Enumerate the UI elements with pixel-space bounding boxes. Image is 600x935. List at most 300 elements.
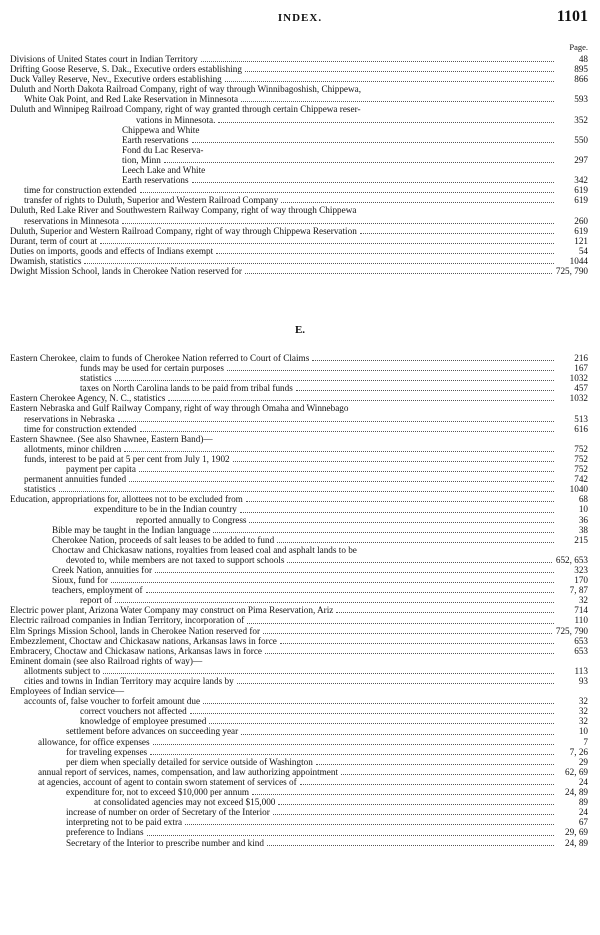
entry-text-wrap xyxy=(66,747,556,757)
leader-dots xyxy=(115,380,554,381)
index-entry xyxy=(10,216,588,226)
entry-text: Eminent domain (see also Railroad rights of way)— xyxy=(10,655,203,666)
entry-page-ref: 752 xyxy=(574,453,588,464)
leader-dots xyxy=(201,61,554,62)
entry-text: correct vouchers not affected xyxy=(80,706,187,717)
entry-page-ref: 32 xyxy=(578,716,588,727)
entry-text-wrap xyxy=(122,135,556,145)
entry-page-ref: 260 xyxy=(574,215,588,226)
entry-text-wrap xyxy=(10,656,556,666)
entry-text: teachers, employment of xyxy=(52,585,143,596)
header-title: INDEX. xyxy=(277,12,323,24)
entry-text-wrap xyxy=(10,205,556,215)
entry-page-ref: 653 xyxy=(574,645,588,656)
entry-page-ref: 7, 26 xyxy=(569,746,588,757)
entry-text: annual report of services, names, compensation, and law authorizing appointment xyxy=(38,766,339,777)
entry-text-wrap xyxy=(10,393,556,403)
entry-text: allotments, minor children xyxy=(24,443,122,454)
entry-text: Duluth, Superior and Western Railroad Company, right of way through Chippewa Reservation xyxy=(10,225,357,236)
entry-text-wrap xyxy=(80,595,556,605)
entry-page-ref: 170 xyxy=(574,575,588,586)
index-entry xyxy=(10,474,588,484)
entry-text: funds may be used for certain purposes xyxy=(80,363,224,374)
entry-page-ref: 653 xyxy=(574,635,588,646)
leader-dots xyxy=(336,612,554,613)
entry-text-wrap xyxy=(24,216,556,226)
entry-page-ref: 550 xyxy=(574,134,588,145)
index-entry xyxy=(10,585,588,595)
entry-text-wrap xyxy=(10,615,556,625)
entry-text-wrap xyxy=(66,817,556,827)
entry-text-wrap xyxy=(10,626,554,636)
index-entry xyxy=(10,706,588,716)
entry-text-wrap xyxy=(52,545,556,555)
entry-text-wrap xyxy=(80,706,556,716)
entry-text: White Oak Point, and Red Lake Reservation in Minnesota xyxy=(24,94,239,105)
entry-text-wrap xyxy=(66,827,556,837)
entry-page-ref: 895 xyxy=(574,64,588,75)
page-header xyxy=(10,8,590,28)
index-entry xyxy=(10,266,588,276)
entry-page-ref: 1032 xyxy=(569,373,588,384)
index-entry xyxy=(10,94,588,104)
index-entry xyxy=(10,205,588,215)
leader-dots xyxy=(233,461,554,462)
index-entry xyxy=(10,434,588,444)
leader-dots xyxy=(316,764,554,765)
index-entry xyxy=(10,165,588,175)
entry-text: at agencies, account of agent to contain sworn statement of services of xyxy=(38,776,297,787)
leader-dots xyxy=(300,784,554,785)
entry-page-ref: 32 xyxy=(578,696,588,707)
entry-page-ref: 113 xyxy=(574,665,588,676)
entry-text-wrap xyxy=(122,175,556,185)
index-entry xyxy=(10,125,588,135)
entry-text-wrap xyxy=(10,236,556,246)
entry-text-wrap xyxy=(52,535,556,545)
entry-text-wrap xyxy=(24,666,556,676)
index-entry xyxy=(10,175,588,185)
index-entry xyxy=(10,115,588,125)
leader-dots xyxy=(237,683,554,684)
entry-text-wrap xyxy=(66,807,556,817)
leader-dots xyxy=(281,202,554,203)
entry-text-wrap xyxy=(10,64,556,74)
entry-text: statistics xyxy=(80,373,112,384)
index-entry xyxy=(10,777,588,787)
entry-text-wrap xyxy=(66,838,556,848)
entry-text-wrap xyxy=(80,383,556,393)
leader-dots xyxy=(245,71,554,72)
entry-text: expenditure for, not to exceed $10,000 per annum xyxy=(66,787,250,798)
entry-text-wrap xyxy=(38,767,556,777)
leader-dots xyxy=(192,182,554,183)
entry-text-wrap xyxy=(10,84,556,94)
leader-dots xyxy=(247,623,554,624)
entry-page-ref: 714 xyxy=(574,605,588,616)
entry-text: Cherokee Nation, proceeds of salt leases to be added to fund xyxy=(52,534,275,545)
entry-page-ref: 513 xyxy=(574,413,588,424)
entry-page-ref: 297 xyxy=(574,154,588,165)
entry-page-ref: 24 xyxy=(578,776,588,787)
entry-text-wrap xyxy=(24,444,556,454)
leader-dots xyxy=(155,572,554,573)
leader-dots xyxy=(84,263,554,264)
entry-text: Earth reservations xyxy=(122,175,189,186)
entry-page-ref: 616 xyxy=(574,423,588,434)
leader-dots xyxy=(341,774,554,775)
entry-text: cities and towns in Indian Territory may acquire lands by xyxy=(24,676,234,686)
entry-text-wrap xyxy=(24,474,556,484)
entry-text-wrap xyxy=(10,266,554,276)
entry-page-ref: 110 xyxy=(574,615,588,626)
index-entry xyxy=(10,383,588,393)
entry-text-wrap xyxy=(66,726,556,736)
index-entry xyxy=(10,195,588,205)
entry-text: time for construction extended xyxy=(24,423,137,434)
index-entry xyxy=(10,403,588,413)
entry-text-wrap xyxy=(10,54,556,64)
index-entry xyxy=(10,504,588,514)
leader-dots xyxy=(249,522,554,523)
entry-text-wrap xyxy=(10,646,556,656)
header-page-number: 1101 xyxy=(556,8,588,25)
entry-page-ref: 167 xyxy=(574,363,588,374)
entry-text: Electric power plant, Arizona Water Company may construct on Pima Reservation, Ariz xyxy=(10,605,334,616)
index-entry xyxy=(10,615,588,625)
leader-dots xyxy=(124,451,554,452)
entry-text: devoted to, while members are not taxed to support schools xyxy=(66,554,285,565)
entry-text: taxes on North Carolina lands to be paid from tribal funds xyxy=(80,383,293,394)
entry-text: Employees of Indian service— xyxy=(10,686,125,697)
entry-text: reservations in Minnesota xyxy=(24,215,119,226)
leader-dots xyxy=(203,703,554,704)
entry-text: preference to Indians xyxy=(66,827,144,838)
index-entry xyxy=(10,626,588,636)
entry-page-ref: 216 xyxy=(574,353,588,363)
entry-text-wrap xyxy=(10,605,556,615)
entry-text-wrap xyxy=(52,575,556,585)
entry-page-ref: 619 xyxy=(574,195,588,206)
leader-dots xyxy=(287,562,551,563)
leader-dots xyxy=(240,512,554,513)
index-entry xyxy=(10,555,588,565)
entry-page-ref: 1044 xyxy=(569,255,588,266)
entry-text: Fond du Lac Reserva- xyxy=(122,144,204,155)
entry-text: Dwamish, statistics xyxy=(10,255,82,266)
index-entry xyxy=(10,838,588,848)
index-entry xyxy=(10,565,588,575)
entry-text: Duluth, Red Lake River and Southwestern Railway Company, right of way through Chippewa xyxy=(10,205,357,216)
entry-text: statistics xyxy=(24,484,56,495)
entry-text-wrap xyxy=(24,484,556,494)
entry-text-wrap xyxy=(122,145,556,155)
index-entry xyxy=(10,787,588,797)
entry-page-ref: 725, 790 xyxy=(555,625,588,636)
page-column-header: Page. xyxy=(569,42,588,52)
leader-dots xyxy=(100,243,554,244)
entry-text-wrap xyxy=(122,155,556,165)
entry-page-ref: 54 xyxy=(578,245,588,256)
entry-page-ref: 652, 653 xyxy=(555,554,588,565)
entry-text: Sioux, fund for xyxy=(52,575,108,586)
entry-text-wrap xyxy=(10,686,556,696)
entry-text: funds, interest to be paid at 5 per cent from July 1, 1902 xyxy=(24,453,230,464)
entry-text: payment per capita xyxy=(66,464,136,475)
index-entry xyxy=(10,54,588,64)
index-entry xyxy=(10,636,588,646)
entry-text: Creek Nation, annuities for xyxy=(52,564,153,575)
entry-text: reservations in Nebraska xyxy=(24,413,115,424)
entry-text-wrap xyxy=(52,585,556,595)
index-entry xyxy=(10,605,588,615)
entry-text-wrap xyxy=(10,74,556,84)
leader-dots xyxy=(209,723,554,724)
index-entry xyxy=(10,155,588,165)
entry-text-wrap xyxy=(24,424,556,434)
entry-text-wrap xyxy=(24,195,556,205)
index-entry xyxy=(10,646,588,656)
entry-text-wrap xyxy=(52,525,556,535)
leader-dots xyxy=(227,370,554,371)
index-entry xyxy=(10,696,588,706)
entry-text: Duluth and Winnipeg Railroad Company, right of way granted through certain Chippewa reser- xyxy=(10,104,361,115)
index-entry xyxy=(10,595,588,605)
entry-page-ref: 742 xyxy=(574,474,588,485)
entry-text-wrap xyxy=(10,226,556,236)
entry-text-wrap xyxy=(38,777,556,787)
index-entry xyxy=(10,135,588,145)
leader-dots xyxy=(280,643,554,644)
entry-text-wrap xyxy=(24,414,556,424)
entry-page-ref: 619 xyxy=(574,185,588,196)
entry-page-ref: 32 xyxy=(578,706,588,717)
entry-text: allowance, for office expenses xyxy=(38,736,150,747)
leader-dots xyxy=(168,400,554,401)
index-entry xyxy=(10,515,588,525)
index-entry xyxy=(10,737,588,747)
entry-text: Eastern Cherokee, claim to funds of Cherokee Nation referred to Court of Claims xyxy=(10,353,310,363)
entry-page-ref: 352 xyxy=(574,114,588,125)
entry-text: report of xyxy=(80,595,112,606)
entry-text-wrap xyxy=(136,115,556,125)
entry-page-ref: 752 xyxy=(574,464,588,475)
leader-dots xyxy=(216,253,554,254)
entry-text: Embracery, Choctaw and Chickasaw nations, Arkansas laws in force xyxy=(10,645,262,656)
entry-page-ref: 1032 xyxy=(569,393,588,404)
leader-dots xyxy=(111,582,554,583)
entry-page-ref: 752 xyxy=(574,443,588,454)
entry-page-ref: 29 xyxy=(578,756,588,767)
entry-page-ref: 725, 790 xyxy=(555,265,588,276)
entry-text: Eastern Shawnee. (See also Shawnee, Eastern Band)— xyxy=(10,433,213,444)
entry-page-ref: 7, 87 xyxy=(569,585,588,596)
index-block-d xyxy=(10,54,588,276)
entry-page-ref: 7 xyxy=(583,736,588,747)
entry-text: Earth reservations xyxy=(122,134,189,145)
entry-text: Duties on imports, goods and effects of Indians exempt xyxy=(10,245,214,256)
leader-dots xyxy=(118,421,554,422)
leader-dots xyxy=(115,602,554,603)
entry-text: Bible may be taught in the Indian language xyxy=(52,524,211,535)
leader-dots xyxy=(147,835,554,836)
index-entry xyxy=(10,454,588,464)
index-entry xyxy=(10,817,588,827)
index-entry xyxy=(10,666,588,676)
entry-page-ref: 10 xyxy=(578,726,588,737)
entry-text: Eastern Nebraska and Gulf Railway Company, right of way through Omaha and Winnebago xyxy=(10,403,349,414)
index-entry xyxy=(10,535,588,545)
leader-dots xyxy=(150,754,554,755)
entry-text-wrap xyxy=(94,797,556,807)
index-entry xyxy=(10,716,588,726)
index-entry xyxy=(10,676,588,686)
leader-dots xyxy=(185,824,554,825)
leader-dots xyxy=(296,390,554,391)
leader-dots xyxy=(190,713,554,714)
entry-page-ref: 866 xyxy=(574,74,588,85)
entry-page-ref: 121 xyxy=(574,235,588,246)
entry-page-ref: 29, 69 xyxy=(565,827,588,838)
entry-text-wrap xyxy=(66,464,556,474)
entry-text-wrap xyxy=(24,676,556,686)
entry-text: time for construction extended xyxy=(24,185,137,196)
entry-page-ref: 1040 xyxy=(569,484,588,495)
entry-page-ref: 619 xyxy=(574,225,588,236)
index-entry xyxy=(10,414,588,424)
leader-dots xyxy=(273,814,554,815)
entry-text-wrap xyxy=(24,185,556,195)
leader-dots xyxy=(277,542,554,543)
leader-dots xyxy=(140,192,554,193)
entry-page-ref: 24 xyxy=(578,807,588,818)
index-entry xyxy=(10,726,588,736)
entry-page-ref: 48 xyxy=(578,54,588,64)
leader-dots xyxy=(265,653,554,654)
entry-text: Eastern Cherokee Agency, N. C., statistics xyxy=(10,393,166,404)
leader-dots xyxy=(241,101,554,102)
entry-page-ref: 93 xyxy=(578,676,588,686)
index-entry xyxy=(10,185,588,195)
leader-dots xyxy=(59,491,554,492)
index-entry xyxy=(10,494,588,504)
entry-page-ref: 62, 69 xyxy=(565,766,588,777)
leader-dots xyxy=(140,431,554,432)
index-entry xyxy=(10,246,588,256)
index-entry xyxy=(10,353,588,363)
leader-dots xyxy=(312,360,554,361)
leader-dots xyxy=(192,142,554,143)
entry-text-wrap xyxy=(66,757,556,767)
entry-text: Choctaw and Chickasaw nations, royalties from leased coal and asphalt lands to be xyxy=(52,544,357,555)
entry-text-wrap xyxy=(10,494,556,504)
leader-dots xyxy=(129,481,554,482)
entry-page-ref: 32 xyxy=(578,595,588,606)
index-entry xyxy=(10,767,588,777)
entry-text-wrap xyxy=(24,454,556,464)
section-letter: E. xyxy=(294,324,306,336)
entry-text: Embezzlement, Choctaw and Chickasaw nations, Arkansas laws in force xyxy=(10,635,277,646)
index-entry xyxy=(10,686,588,696)
entry-text: Education, appropriations for, allottees not to be excluded from xyxy=(10,494,243,505)
entry-text-wrap xyxy=(10,353,556,363)
leader-dots xyxy=(122,223,554,224)
entry-text: for traveling expenses xyxy=(66,746,148,757)
entry-text-wrap xyxy=(10,104,556,114)
index-entry xyxy=(10,236,588,246)
index-entry xyxy=(10,424,588,434)
entry-text-wrap xyxy=(38,737,556,747)
leader-dots xyxy=(153,744,554,745)
entry-text: per diem when specially detailed for service outside of Washington xyxy=(66,756,313,767)
entry-text-wrap xyxy=(122,165,556,175)
entry-text: Divisions of United States court in Indian Territory xyxy=(10,54,198,64)
index-entry xyxy=(10,525,588,535)
entry-text: allotments subject to xyxy=(24,665,101,676)
entry-text-wrap xyxy=(66,555,554,565)
entry-text: Chippewa and White xyxy=(122,124,200,135)
entry-text: increase of number on order of Secretary of the Interior xyxy=(66,807,270,818)
leader-dots xyxy=(103,673,554,674)
entry-text-wrap xyxy=(80,373,556,383)
entry-text-wrap xyxy=(10,434,556,444)
index-entry xyxy=(10,747,588,757)
entry-text-wrap xyxy=(66,787,556,797)
leader-dots xyxy=(218,122,554,123)
leader-dots xyxy=(263,633,552,634)
entry-text-wrap xyxy=(10,256,556,266)
index-entry xyxy=(10,545,588,555)
index-entry xyxy=(10,363,588,373)
entry-text-wrap xyxy=(136,515,556,525)
entry-text: transfer of rights to Duluth, Superior and Western Railroad Company xyxy=(24,195,279,206)
leader-dots xyxy=(245,273,552,274)
leader-dots xyxy=(267,845,554,846)
entry-text: Elm Springs Mission School, lands in Cherokee Nation reserved for xyxy=(10,625,261,636)
entry-text-wrap xyxy=(24,94,556,104)
entry-text-wrap xyxy=(24,696,556,706)
entry-page-ref: 36 xyxy=(578,514,588,525)
entry-text: vations in Minnesota. xyxy=(136,114,216,125)
index-entry xyxy=(10,757,588,767)
entry-text: settlement before advances on succeeding year xyxy=(66,726,239,737)
entry-text: Duluth and North Dakota Railroad Company, right of way through Winnibagoshish, Chippewa, xyxy=(10,84,361,95)
index-entry xyxy=(10,797,588,807)
entry-page-ref: 342 xyxy=(574,175,588,186)
index-entry xyxy=(10,444,588,454)
leader-dots xyxy=(360,233,554,234)
index-entry xyxy=(10,393,588,403)
leader-dots xyxy=(278,804,554,805)
index-block-e xyxy=(10,353,588,848)
entry-page-ref: 38 xyxy=(578,524,588,535)
index-entry xyxy=(10,145,588,155)
index-entry xyxy=(10,104,588,114)
leader-dots xyxy=(241,734,554,735)
entry-page-ref: 10 xyxy=(578,504,588,515)
entry-text: Dwight Mission School, lands in Cherokee Nation reserved for xyxy=(10,265,242,276)
entry-text-wrap xyxy=(94,504,556,514)
entry-page-ref: 24, 89 xyxy=(565,787,588,798)
index-entry xyxy=(10,373,588,383)
entry-page-ref: 67 xyxy=(578,817,588,828)
entry-text: Durant, term of court at xyxy=(10,235,97,246)
entry-text: interpreting not to be paid extra xyxy=(66,817,183,828)
entry-text-wrap xyxy=(52,565,556,575)
entry-page-ref: 89 xyxy=(578,797,588,808)
index-entry xyxy=(10,74,588,84)
entry-text: accounts of, false voucher to forfeit amount due xyxy=(24,696,201,707)
